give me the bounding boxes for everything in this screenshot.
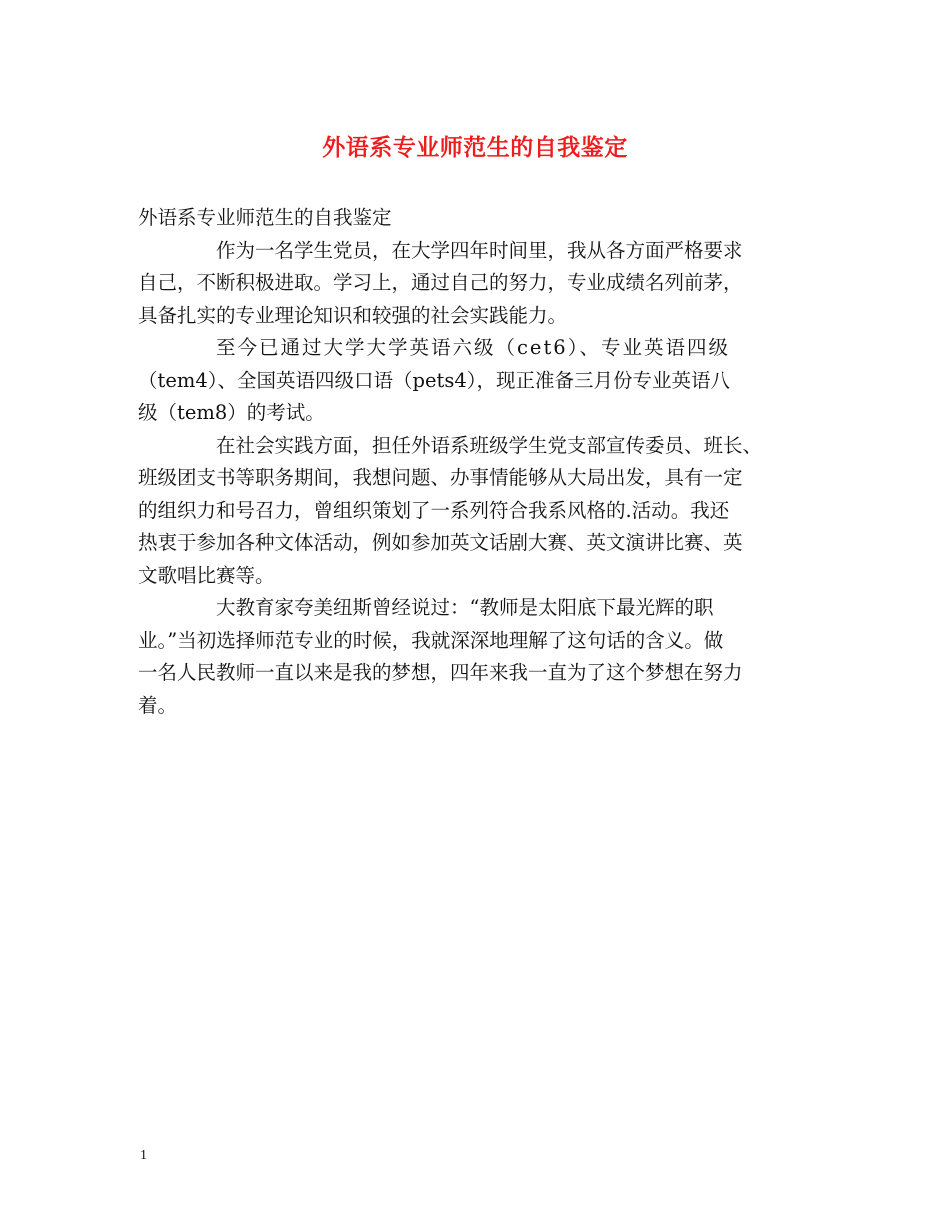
paragraph-line: 的组织力和号召力，曾组织策划了一系列符合我系风格的.活动。我还 xyxy=(138,498,730,522)
paragraph-line: 大教育家夸美纽斯曾经说过：“教师是太阳底下最光辉的职 xyxy=(216,596,714,619)
paragraph-line: 文歌唱比赛等。 xyxy=(138,563,275,587)
paragraph-social-practice xyxy=(138,430,814,593)
paragraph-line: 热衷于参加各种文体活动，例如参加英文话剧大赛、英文演讲比赛、英 xyxy=(138,531,743,554)
paragraph-line: 业。”当初选择师范专业的时候，我就深深地理解了这句话的含义。做 xyxy=(138,628,724,652)
paragraph-line: 作为一名学生党员，在大学四年时间里，我从各方面严格要求 xyxy=(216,238,743,262)
paragraph-teacher-dream xyxy=(138,592,814,722)
document-subtitle: 外语系专业师范生的自我鉴定 xyxy=(138,206,392,229)
paragraph-line: （tem4）、全国英语四级口语（pets4），现正准备三月份专业英语八 xyxy=(138,368,731,392)
paragraph-line: 在社会实践方面，担任外语系班级学生党支部宣传委员、班长、 xyxy=(216,433,763,457)
document-body xyxy=(138,202,814,722)
paragraph-line: 着。 xyxy=(138,693,178,717)
paragraph-line: 班级团支书等职务期间，我想问题、办事情能够从大局出发，具有一定 xyxy=(138,466,743,489)
document-title: 外语系专业师范生的自我鉴定 xyxy=(322,135,628,161)
paragraph-party-member xyxy=(138,235,814,333)
paragraph-line: 自己，不断积极进取。学习上，通过自己的努力，专业成绩名列前茅， xyxy=(138,271,743,294)
paragraph-line: 至今已通过大学大学英语六级（cet6）、专业英语四级 xyxy=(216,336,730,359)
paragraph-line: 具备扎实的专业理论知识和较强的社会实践能力。 xyxy=(138,303,568,327)
page-number: 1 xyxy=(140,1148,147,1163)
paragraph-line: 一名人民教师一直以来是我的梦想，四年来我一直为了这个梦想在努力 xyxy=(138,661,743,684)
paragraph-line: 级（tem8）的考试。 xyxy=(138,401,325,424)
paragraph-exams xyxy=(138,332,814,430)
